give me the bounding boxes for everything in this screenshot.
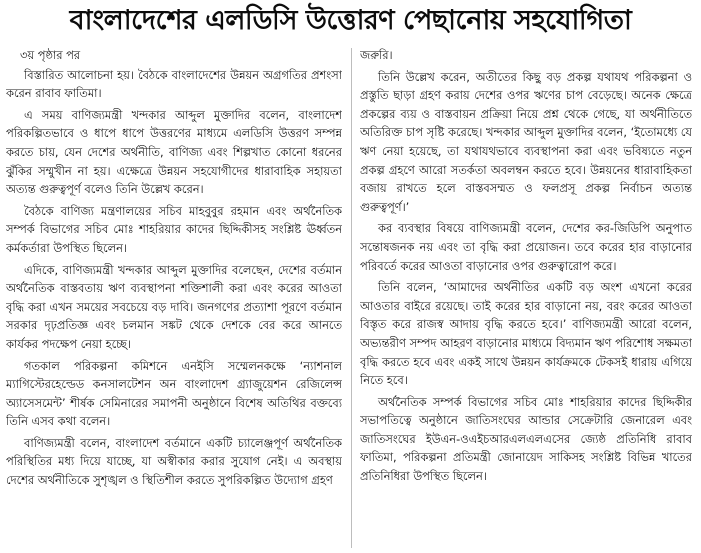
article-column-right (360, 46, 692, 550)
body-paragraph: কর ব্যবস্থার বিষয়ে বাণিজ্যমন্ত্রী বলেন, দেশের কর-জিডিপি অনুপাত সন্তোষজনক নয় এবং তা বৃদ্ধি করা প্রয়োজন। তবে করের হার বাড়ানোর পরিবর্তে করের আওতা বাড়ানোর ওপর গুরুত্বারোপ করে। (360, 221, 692, 273)
continued-from-marker: ৩য় পৃষ্ঠার পর (20, 48, 81, 62)
body-paragraph: বিস্তারিত আলোচনা হয়। বৈঠকে বাংলাদেশের উন্নয়ন অগ্রগতির প্রশংসা করেন রাবাব ফাতিমা। (6, 67, 342, 101)
body-paragraph: বৈঠকে বাণিজ্য মন্ত্রণালয়ের সচিব মাহবুবুর রহমান এবং অর্থনৈতিক সম্পর্ক বিভাগের সচিব মোঃ শাহরিয়ার কাদের ছিদ্দিকীসহ সংশ্লিষ্ট ঊর্ধ্বতন কর্মকর্তারা উপস্থিত ছিলেন। (6, 203, 342, 255)
body-paragraph: তিনি বলেন, ‘আমাদের অর্থনীতির একটি বড় অংশ এখনো করের আওতার বাইরে রয়েছে। তাই করের হার বাড়ানো নয়, বরং করের আওতা বিস্তৃত করে রাজস্ব আদায় বৃদ্ধি করতে হবে।’ বাণিজ্যমন্ত্রী আরো বলেন, অভ্যন্তরীণ সম্পদ আহরণ বাড়ানোর মাধ্যমে বিদ্যমান ঋণ পরিশোধ সক্ষমতা বৃদ্ধি করতে হবে এবং একই সাথে উন্নয়ন কার্যক্রমকে টেকসই ধারায় এগিয়ে নিতে হবে। (360, 280, 692, 388)
continued-text: জরুরি। (360, 48, 393, 62)
body-paragraph: গতকাল পরিকল্পনা কমিশনে এনইসি সম্মেলনকক্ষে ‘ন্যাশনাল ম্যাগিস্টেরহেল্ডেড কনসালটেশন অন বাংলাদেশ গ্র্যাজুয়েশন রেজিলেন্স অ্যাসেসমেন্ট’ শীর্ষক সেমিনারের সমাপনী অনুষ্ঠানে বিশেষ অতিথির বক্তব্যে তিনি এসব কথা বলেন। (6, 358, 342, 429)
body-paragraph: এদিকে, বাণিজ্যমন্ত্রী খন্দকার আব্দুল মুক্তাদির বলেছেন, দেশের বর্তমান অর্থনৈতিক বাস্তবতায় ঋণ ব্যবস্থাপনা শক্তিশালী করা এবং করের আওতা বৃদ্ধি করা এখন সময়ের সবচেয়ে বড় দাবি। জনগণের প্রত্যাশা পূরণে বর্তমান সরকার দৃঢ়প্রতিজ্ঞ এবং চলমান সঙ্কট থেকে দেশকে বের করে আনতে কার্যকর পদক্ষেপ নেয়া হচ্ছে। (6, 262, 342, 351)
body-paragraph: অর্থনৈতিক সম্পর্ক বিভাগের সচিব মোঃ শাহরিয়ার কাদের ছিদ্দিকীর সভাপতিত্বে অনুষ্ঠানে জাতিসংঘের আন্ডার সেক্রেটারি জেনারেল এবং জাতিসংঘের ইউএন-ওএইচআরএলএলএসের জ্যেষ্ঠ প্রতিনিধি রাবাব ফাতিমা, পরিকল্পনা প্রতিমন্ত্রী জোনায়েদ সাকিসহ সংশ্লিষ্ট বিভিন্ন খাতের প্রতিনিধিরা উপস্থিত ছিলেন। (360, 394, 692, 484)
body-paragraph: এ সময় বাণিজ্যমন্ত্রী খন্দকার আব্দুল মুক্তাদির বলেন, বাংলাদেশ পরিকল্পিতভাবে ও ধাপে ধাপে উত্তরণের মাধ্যমে এলডিসি উত্তরণ সম্পন্ন করতে চায়, যেন দেশের অর্থনীতি, বাণিজ্য এবং শিল্পখাত কোনো ধরনের ঝুঁকির সম্মুখীন না হয়। এক্ষেত্রে উন্নয়ন সহযোগীদের ধারাবাহিক সহায়তা অত্যন্ত গুরুত্বপূর্ণ বলেও তিনি উল্লেখ করেন। (6, 107, 342, 197)
article-column-left (6, 46, 342, 550)
body-paragraph: বাণিজ্যমন্ত্রী বলেন, বাংলাদেশ বর্তমানে একটি চ্যালেঞ্জপূর্ণ অর্থনৈতিক পরিস্থিতির মধ্য দিয়ে যাচ্ছে, যা অস্বীকার করার সুযোগ নেই। এ অবস্থায় দেশের অর্থনীতিকে সুশৃঙ্খল ও স্থিতিশীল করতে সুপরিকল্পিত উদ্যোগ গ্রহণ (6, 435, 342, 488)
column-divider (351, 48, 352, 548)
article-headline: বাংলাদেশের এলডিসি উত্তোরণ পেছানোয় সহযোগিতা (69, 4, 632, 36)
headline-container (0, 0, 701, 44)
body-paragraph: তিনি উল্লেখ করেন, অতীতের কিছু বড় প্রকল্প যথাযথ পরিকল্পনা ও প্রস্তুতি ছাড়া গ্রহণ করায় দেশের ওপর ঋণের চাপ বেড়েছে। অনেক ক্ষেত্রে প্রকল্পের ব্যয় ও বাস্তবায়ন প্রক্রিয়া নিয়ে প্রশ্ন থেকে গেছে, যা অর্থনীতিতে অতিরিক্ত চাপ সৃষ্টি করেছে। খন্দকার আব্দুল মুক্তাদির বলেন, ‘ইতোমধ্যে যে ঋণ নেয়া হয়েছে, তা যথাযথভাবে ব্যবস্থাপনা করা এবং ভবিষ্যতে নতুন প্রকল্প গ্রহণে আরো সতর্কতা অবলম্বন করতে হবে। উন্নয়নের ধারাবাহিকতা বজায় রাখতে হলে বাস্তবসম্মত ও ফলপ্রসূ প্রকল্প নির্বাচন অত্যন্ত গুরুত্বপূর্ণ।’ (360, 69, 692, 214)
